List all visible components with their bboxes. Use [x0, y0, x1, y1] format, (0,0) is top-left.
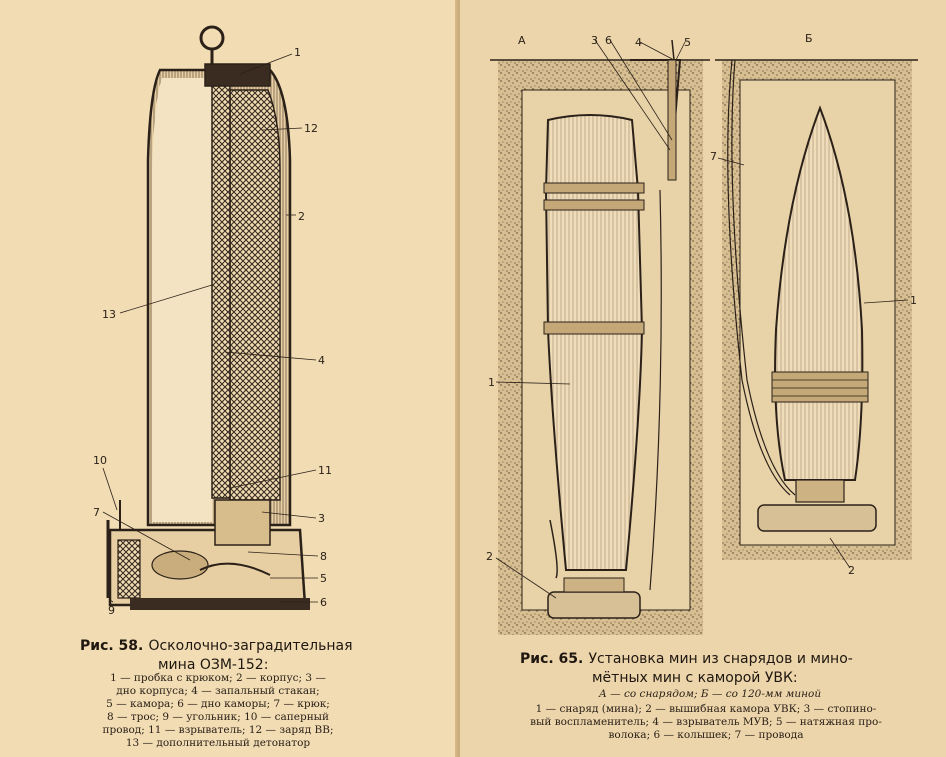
callout-a-1: 1: [488, 376, 495, 389]
callout-12: 12: [304, 122, 318, 135]
callout-3: 3: [318, 512, 325, 525]
panel-a-label: А: [518, 34, 526, 47]
callout-a-4: 4: [635, 36, 642, 49]
figure-58-title: Рис. 58. Осколочно-заградительная мина ОЗМ-152:: [80, 638, 353, 673]
callout-b-7: 7: [710, 150, 717, 163]
callout-11: 11: [318, 464, 332, 477]
callout-b-1: 1: [910, 294, 917, 307]
callout-7: 7: [93, 506, 100, 519]
callout-4: 4: [318, 354, 325, 367]
figure-65-subtitle: А — со снарядом; Б — со 120-мм миной: [598, 688, 822, 700]
callout-a-3: 3: [591, 34, 598, 47]
callout-9: 9: [108, 604, 115, 617]
right-page: [460, 0, 946, 757]
explosive-charge: [230, 90, 280, 500]
callout-8: 8: [320, 550, 327, 563]
callout-6: 6: [320, 596, 327, 609]
figure-65-legend: 1 — снаряд (мина); 2 — вышибная камора УВК; 3 — стопино- вый воспламенитель; 4 — взрыватель МУВ; 5 — натяжная про- волока; 6 — колышек; 7 — провода: [530, 703, 882, 741]
left-page: [0, 0, 457, 757]
panel-b-label: Б: [805, 32, 813, 45]
figure-58-legend: 1 — пробка с крюком; 2 — корпус; 3 — дно корпуса; 4 — запальный стакан; 5 — камора; 6 — дно каморы; 7 — крюк; 8 — трос; 9 — угольник; 10 — саперный провод; 11 — взрыватель; 12 — заряд ВВ; 13 — дополнительный детонатор: [102, 672, 334, 749]
callout-a-5: 5: [684, 36, 691, 49]
igniter-tube: [212, 78, 230, 498]
callout-10: 10: [93, 454, 107, 467]
callout-a-2: 2: [486, 550, 493, 563]
callout-a-6: 6: [605, 34, 612, 47]
uvk-installation-drawing: [460, 0, 946, 757]
uvk-chamber-b: [758, 505, 876, 531]
callout-2: 2: [298, 210, 305, 223]
uvk-chamber-a: [548, 592, 640, 618]
callout-1: 1: [294, 46, 301, 59]
callout-5: 5: [320, 572, 327, 585]
lifting-ring: [201, 27, 223, 49]
callout-b-2: 2: [848, 564, 855, 577]
figure-65-title: Рис. 65. Установка мин из снарядов и мино- мётных мин с каморой УВК:: [520, 651, 853, 686]
callout-13: 13: [102, 308, 116, 321]
